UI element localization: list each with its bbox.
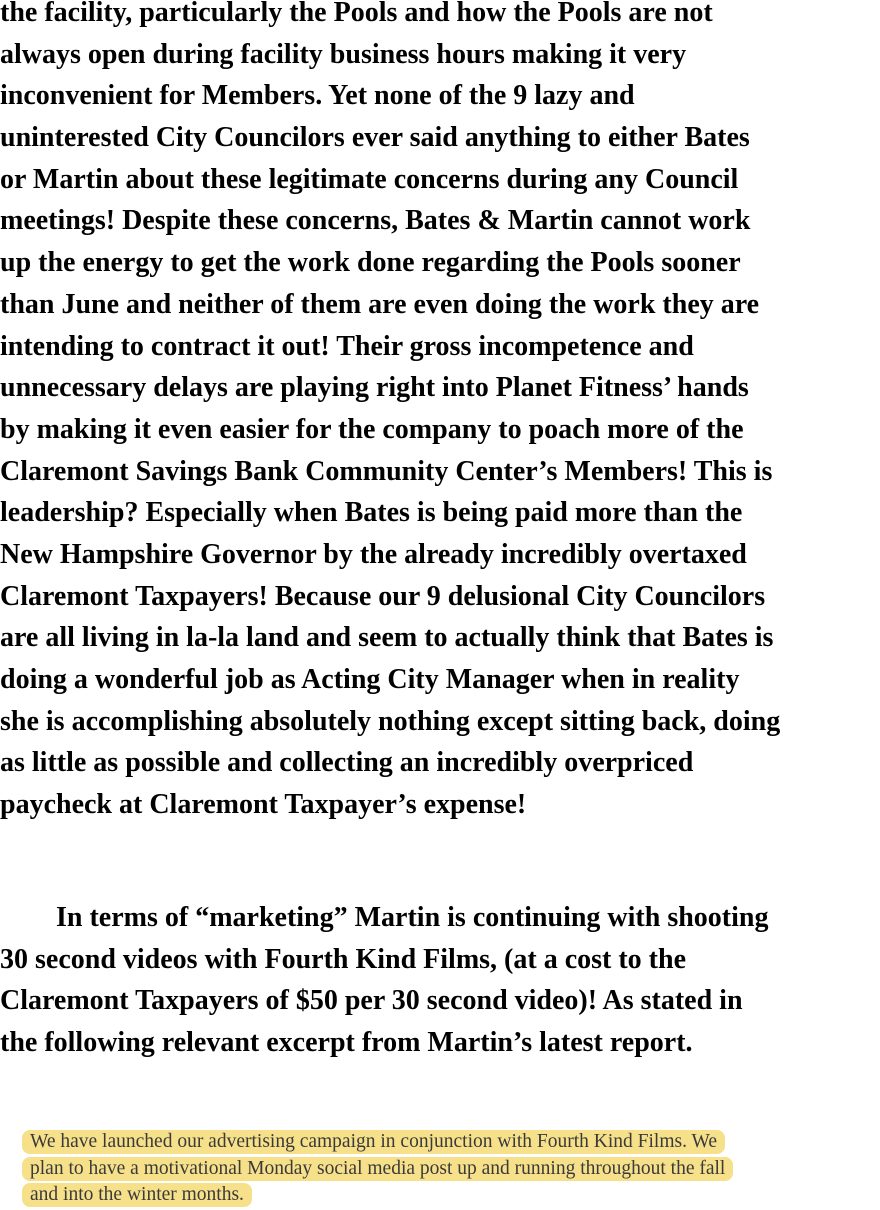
text-line: always open during facility business hours making it very: [0, 38, 687, 70]
text-line: In terms of “marketing” Martin is continuing with shooting: [0, 902, 769, 933]
text-line: paycheck at Claremont Taxpayer’s expense!: [0, 789, 527, 821]
text-line: she is accomplishing absolutely nothing except sitting back, doing: [0, 705, 781, 737]
text-line: or Martin about these legitimate concerns during any Council: [0, 163, 739, 195]
text-line: as little as possible and collecting an incredibly overpriced: [0, 747, 694, 779]
excerpt-line: [22, 1182, 872, 1209]
text-line: inconvenient for Members. Yet none of the 9 lazy and: [0, 80, 635, 112]
text-line: meetings! Despite these concerns, Bates & Martin cannot work: [0, 205, 751, 237]
text-line: Claremont Taxpayers of $50 per 30 second video)! As stated in: [0, 985, 743, 1017]
text-line: uninterested City Councilors ever said anything to either Bates: [0, 122, 750, 154]
text-line: unnecessary delays are playing right into Planet Fitness’ hands: [0, 372, 749, 404]
excerpt-line: [22, 1129, 872, 1156]
excerpt-line: [22, 1156, 872, 1183]
highlighted-text: plan to have a motivational Monday social media post up and running throughout the fall: [22, 1157, 733, 1181]
highlighted-text: and into the winter months.: [22, 1183, 252, 1207]
text-line: doing a wonderful job as Acting City Manager when in reality: [0, 664, 740, 695]
text-line: by making it even easier for the company to poach more of the: [0, 413, 744, 445]
text-line: New Hampshire Governor by the already incredibly overtaxed: [0, 538, 747, 570]
highlighted-text: We have launched our advertising campaign in conjunction with Fourth Kind Films. We: [22, 1130, 725, 1154]
text-line: are all living in la-la land and seem to actually think that Bates is: [0, 622, 774, 654]
text-line: 30 second videos with Fourth Kind Films, (at a cost to the: [0, 943, 686, 975]
text-line: the following relevant excerpt from Martin’s latest report.: [0, 1027, 693, 1059]
text-line: leadership? Especially when Bates is being paid more than the: [0, 497, 743, 529]
text-line: intending to contract it out! Their gross incompetence and: [0, 330, 694, 362]
paragraph-marketing: [0, 897, 880, 1064]
text-line: Claremont Taxpayers! Because our 9 delusional City Councilors: [0, 580, 766, 612]
highlighted-report-excerpt: [22, 1129, 872, 1209]
text-line: the facility, particularly the Pools and how the Pools are not: [0, 0, 713, 28]
text-line: than June and neither of them are even doing the work they are: [0, 288, 760, 320]
text-line: Claremont Savings Bank Community Center’s Members! This is: [0, 455, 773, 487]
text-line: up the energy to get the work done regarding the Pools sooner: [0, 247, 741, 279]
